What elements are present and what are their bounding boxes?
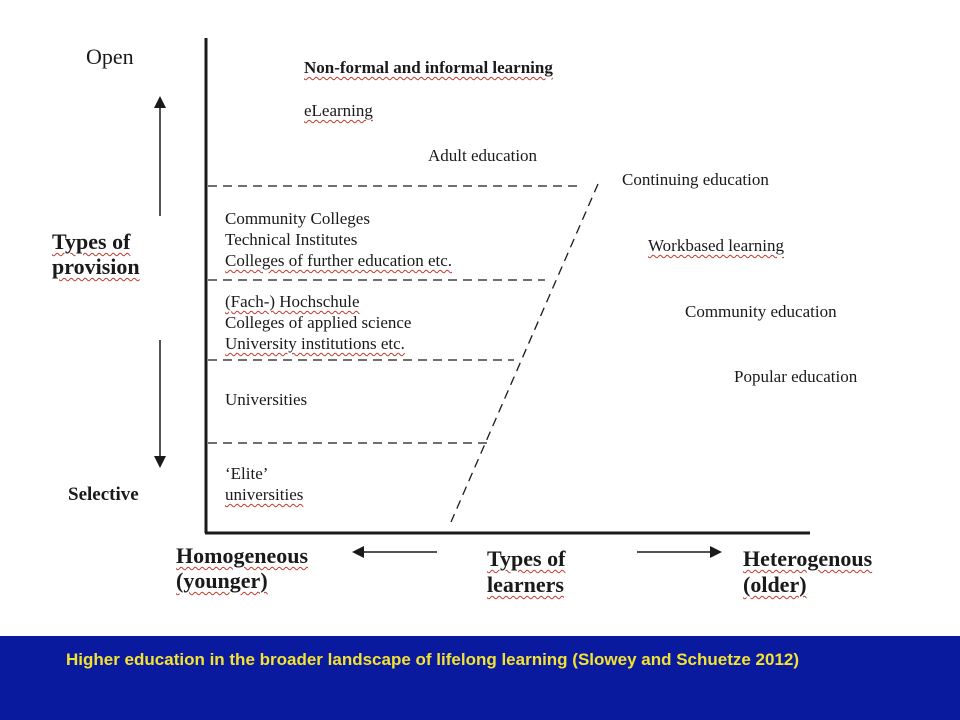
axis-top-label: Open [86, 44, 134, 69]
band1-line2: Technical Institutes [225, 230, 358, 249]
axis-y-title-line1: Types of [52, 229, 131, 254]
open-item-adult-education: Adult education [428, 146, 538, 165]
caption-bar [0, 636, 960, 720]
right-item-continuing-education: Continuing education [622, 170, 769, 189]
right-item-popular-education: Popular education [734, 367, 858, 386]
diagonal-divider [451, 184, 598, 522]
band-universities: Universities [225, 390, 308, 409]
band4-line1: ‘Elite’ [225, 464, 269, 483]
right-item-workbased-learning: Workbased learning [648, 236, 784, 255]
x-right-label-line1: Heterogenous [743, 546, 873, 571]
right-item-community-education: Community education [685, 302, 837, 321]
x-center-label-line1: Types of [487, 546, 566, 571]
band2-line1: (Fach-) Hochschule [225, 292, 360, 311]
band-community-colleges [225, 208, 452, 271]
open-item-elearning: eLearning [304, 101, 373, 120]
band2-line2: Colleges of applied science [225, 313, 412, 332]
axis-y-title-line2: provision [52, 254, 140, 279]
band-elite-universities [225, 463, 303, 505]
band1-line1: Community Colleges [225, 209, 370, 228]
band1-line3: Colleges of further education etc. [225, 251, 453, 270]
band-hochschule [225, 291, 411, 354]
x-left-label-line2: (younger) [176, 568, 268, 593]
x-left-label-line1: Homogeneous [176, 543, 308, 568]
caption-text: Higher education in the broader landscape of lifelong learning (Slowey and Schuetze 2012) [66, 650, 800, 669]
band4-line2: universities [225, 485, 304, 504]
x-center-label-line2: learners [487, 572, 564, 597]
x-right-label-line2: (older) [743, 572, 807, 597]
axis-bottom-label: Selective [68, 484, 139, 505]
open-item-nonformal: Non-formal and informal learning [304, 58, 553, 77]
band2-line3: University institutions etc. [225, 334, 405, 353]
